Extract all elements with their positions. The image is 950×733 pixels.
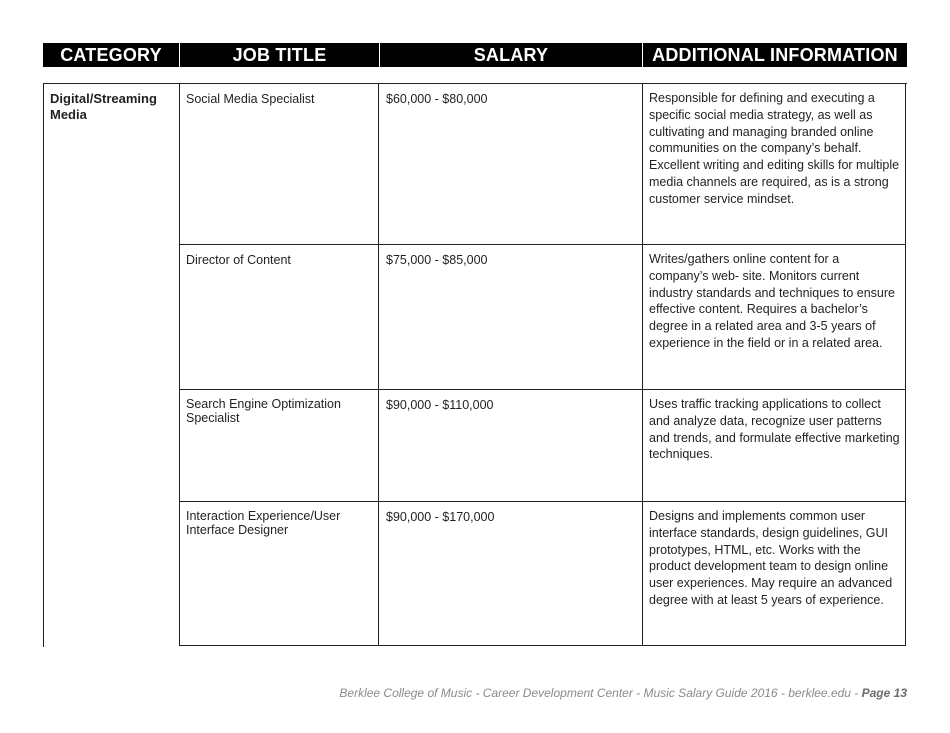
category-label: Digital/Streaming Media: [50, 91, 157, 122]
table-header: [43, 43, 907, 67]
job-title-cell: Social Media Specialist: [186, 92, 315, 106]
grid-column-divider: [179, 83, 180, 646]
grid-column-divider: [378, 83, 379, 646]
job-title-cell: Interaction Experience/User Interface Designer: [186, 509, 341, 537]
salary-cell: $90,000 - $170,000: [386, 510, 495, 524]
info-cell: Writes/gathers online content for a company’s web- site. Monitors current industry standards and techniques to ensure effective content. Requires a bachelor’s degree in a related area and 3-5 years of experience in the field or in a related area.: [649, 252, 895, 350]
grid-bottom-border: [179, 645, 906, 646]
salary-cell: $90,000 - $110,000: [386, 398, 494, 412]
info-cell: Uses traffic tracking applications to collect and analyze data, recognize user patterns and trends, and formulate effective marketing techniques.: [649, 397, 900, 462]
info-cell: Designs and implements common user interface standards, design guidelines, GUI prototypes, HTML, etc. Works with the product development team to design online user experiences. May require an advanced degree with at least 5 years of experience.: [649, 509, 893, 607]
job-title-cell: Director of Content: [186, 253, 291, 267]
job-title-cell: Search Engine Optimization Specialist: [186, 397, 341, 425]
grid-column-divider: [642, 83, 643, 646]
header-salary: SALARY: [473, 45, 549, 65]
grid-row-divider: [179, 501, 906, 502]
info-cell: Responsible for defining and executing a specific social media strategy, as well as cultivating and managing branded online communities on the company’s behalf. Excellent writing and editing skills for multiple media channels are required, as is a strong customer service mindset.: [649, 91, 900, 206]
salary-cell: $60,000 - $80,000: [386, 92, 488, 106]
page-number: Page 13: [861, 686, 907, 700]
grid-right-border: [905, 83, 906, 646]
salary-cell: $75,000 - $85,000: [386, 253, 488, 267]
grid-row-divider: [179, 389, 906, 390]
grid-row-divider: [179, 244, 906, 245]
footer-text: Berklee College of Music - Career Development Center - Music Salary Guide 2016 - berklee.edu -: [339, 686, 862, 700]
grid-left-border: [43, 83, 44, 647]
grid-top-border: [43, 83, 907, 84]
page-footer: [339, 686, 907, 700]
header-additional-information: ADDITIONAL INFORMATION: [652, 45, 898, 65]
header-job-title: JOB TITLE: [232, 45, 327, 65]
header-category: CATEGORY: [60, 45, 162, 65]
